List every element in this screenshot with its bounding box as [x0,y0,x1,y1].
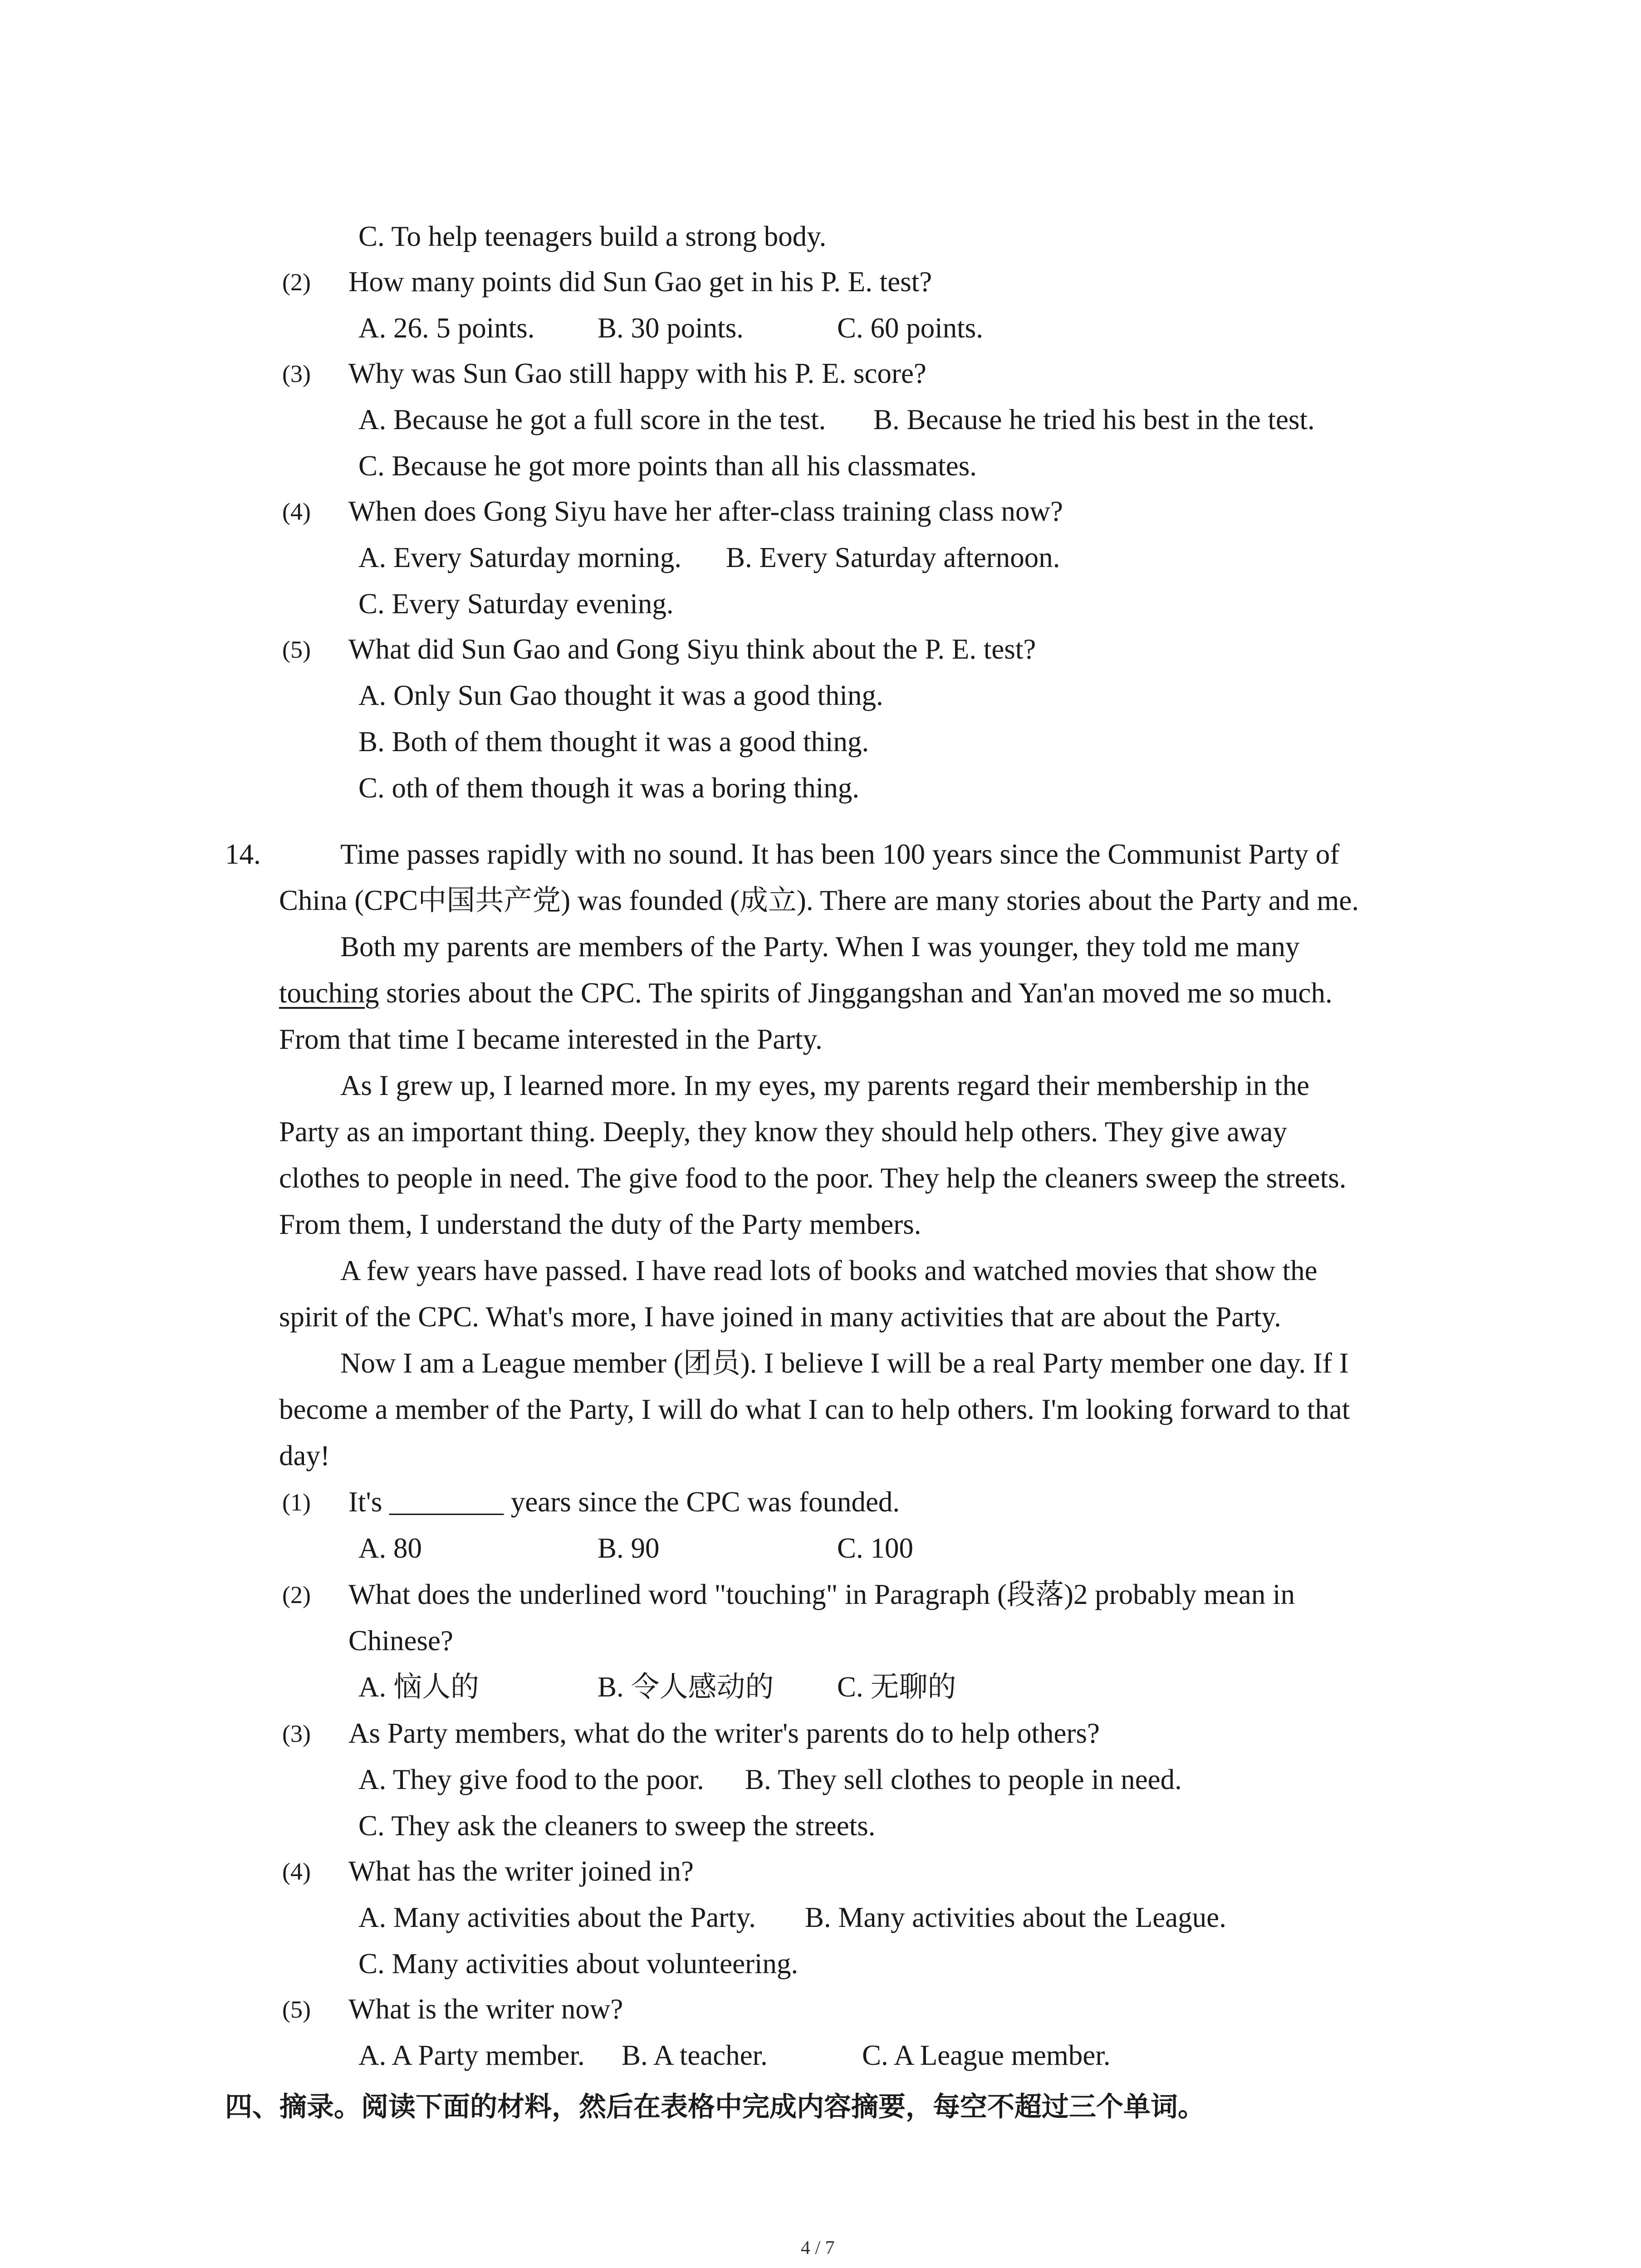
passage-p2-line2-rest: stories about the CPC. The spirits of Jinggangshan and Yan'an moved me so much. [379,977,1332,1009]
q14-3-option-a: A. They give food to the poor. [358,1764,704,1795]
q13-4-option-a: A. Every Saturday morning. [358,542,682,573]
passage-p4-line2: spirit of the CPC. What's more, I have joined in many activities that are about the Party. [279,1301,1281,1333]
passage-p5-line3: day! [279,1440,330,1471]
q14-5-option-a: A. A Party member. [358,2039,585,2071]
q13-2-question: How many points did Sun Gao get in his P. E. test? [348,266,932,298]
q13-2-option-a: A. 26. 5 points. [358,312,535,344]
q14-1-number: (1) [282,1489,311,1516]
q14-1-question: It's ________ years since the CPC was founded. [348,1486,900,1518]
passage-p2-line1: Both my parents are members of the Party. When I was younger, they told me many [340,931,1300,963]
passage-p3-line1: As I grew up, I learned more. In my eyes, my parents regard their membership in the [340,1070,1310,1101]
q14-2-option-a: A. 恼人的 [358,1671,479,1703]
passage-p5-line1: Now I am a League member (团员). I believe I will be a real Party member one day. If I [340,1347,1349,1379]
passage-p1-line2: China (CPC中国共产党) was founded (成立). There are many stories about the Party and me. [279,885,1359,916]
q13-4-option-c: C. Every Saturday evening. [358,588,674,620]
q13-3-option-b: B. Because he tried his best in the test. [873,404,1315,435]
q13-3-option-c: C. Because he got more points than all his classmates. [358,450,977,482]
passage-p3-line4: From them, I understand the duty of the Party members. [279,1208,921,1240]
q14-2-question-line1: What does the underlined word "touching" in Paragraph (段落)2 probably mean in [348,1579,1295,1610]
passage-p2-line3: From that time I became interested in the Party. [279,1023,823,1055]
q13-5-option-c: C. oth of them though it was a boring thing. [358,772,860,804]
q14-5-option-b: B. A teacher. [622,2039,768,2071]
passage-p3-line3: clothes to people in need. The give food to the poor. They help the cleaners sweep the streets. [279,1162,1347,1194]
q13-5-option-a: A. Only Sun Gao thought it was a good thing. [358,679,883,711]
q14-2-option-c: C. 无聊的 [837,1671,956,1703]
q14-5-question: What is the writer now? [348,1993,623,2025]
q14-1-option-c: C. 100 [837,1532,914,1564]
q14-3-question: As Party members, what do the writer's parents do to help others? [348,1717,1100,1749]
q14-3-option-c: C. They ask the cleaners to sweep the streets. [358,1810,876,1842]
passage-p2-line2 [279,979,1332,1007]
q14-5-number: (5) [282,1996,311,2023]
q14-2-option-b: B. 令人感动的 [598,1671,774,1703]
q14-4-option-c: C. Many activities about volunteering. [358,1948,798,1980]
q14-1-option-b: B. 90 [598,1532,660,1564]
q14-3-number: (3) [282,1720,311,1747]
q13-4-number: (4) [282,498,311,525]
passage-p5-line2: become a member of the Party, I will do what I can to help others. I'm looking forward to that [279,1393,1350,1425]
q14-4-option-a: A. Many activities about the Party. [358,1901,756,1933]
q13-2-option-b: B. 30 points. [598,312,744,344]
q13-4-option-b: B. Every Saturday afternoon. [726,542,1060,573]
passage-p1-line1: Time passes rapidly with no sound. It has been 100 years since the Communist Party of [340,838,1340,870]
q14-2-number: (2) [282,1581,311,1608]
q14-1-option-a: A. 80 [358,1532,422,1564]
q13-3-number: (3) [282,360,311,387]
q13-5-number: (5) [282,636,311,663]
page-number: 4 / 7 [801,2238,835,2258]
q14-4-option-b: B. Many activities about the League. [805,1901,1226,1933]
section-4-heading: 四、摘录。阅读下面的材料，然后在表格中完成内容摘要，每空不超过三个单词。 [225,2091,1205,2123]
q13-3-option-a: A. Because he got a full score in the test. [358,404,826,435]
q13-1-option-c: C. To help teenagers build a strong body. [358,220,827,252]
passage-p3-line2: Party as an important thing. Deeply, they know they should help others. They give away [279,1116,1288,1148]
q13-3-question: Why was Sun Gao still happy with his P. E. score? [348,357,926,389]
q13-2-number: (2) [282,269,311,296]
passage-p4-line1: A few years have passed. I have read lots of books and watched movies that show the [340,1255,1318,1286]
q14-4-number: (4) [282,1858,311,1885]
q14-3-option-b: B. They sell clothes to people in need. [745,1764,1182,1795]
q14-4-question: What has the writer joined in? [348,1855,694,1887]
q14-5-option-c: C. A League member. [862,2039,1111,2071]
q13-5-question: What did Sun Gao and Gong Siyu think about the P. E. test? [348,633,1036,665]
q14-2-question-line2: Chinese? [348,1625,453,1657]
q13-4-question: When does Gong Siyu have her after-class training class now? [348,495,1063,527]
underlined-word-touching: touching [279,977,379,1009]
q13-5-option-b: B. Both of them thought it was a good thing. [358,726,869,758]
q14-number: 14. [225,838,261,870]
q13-2-option-c: C. 60 points. [837,312,984,344]
